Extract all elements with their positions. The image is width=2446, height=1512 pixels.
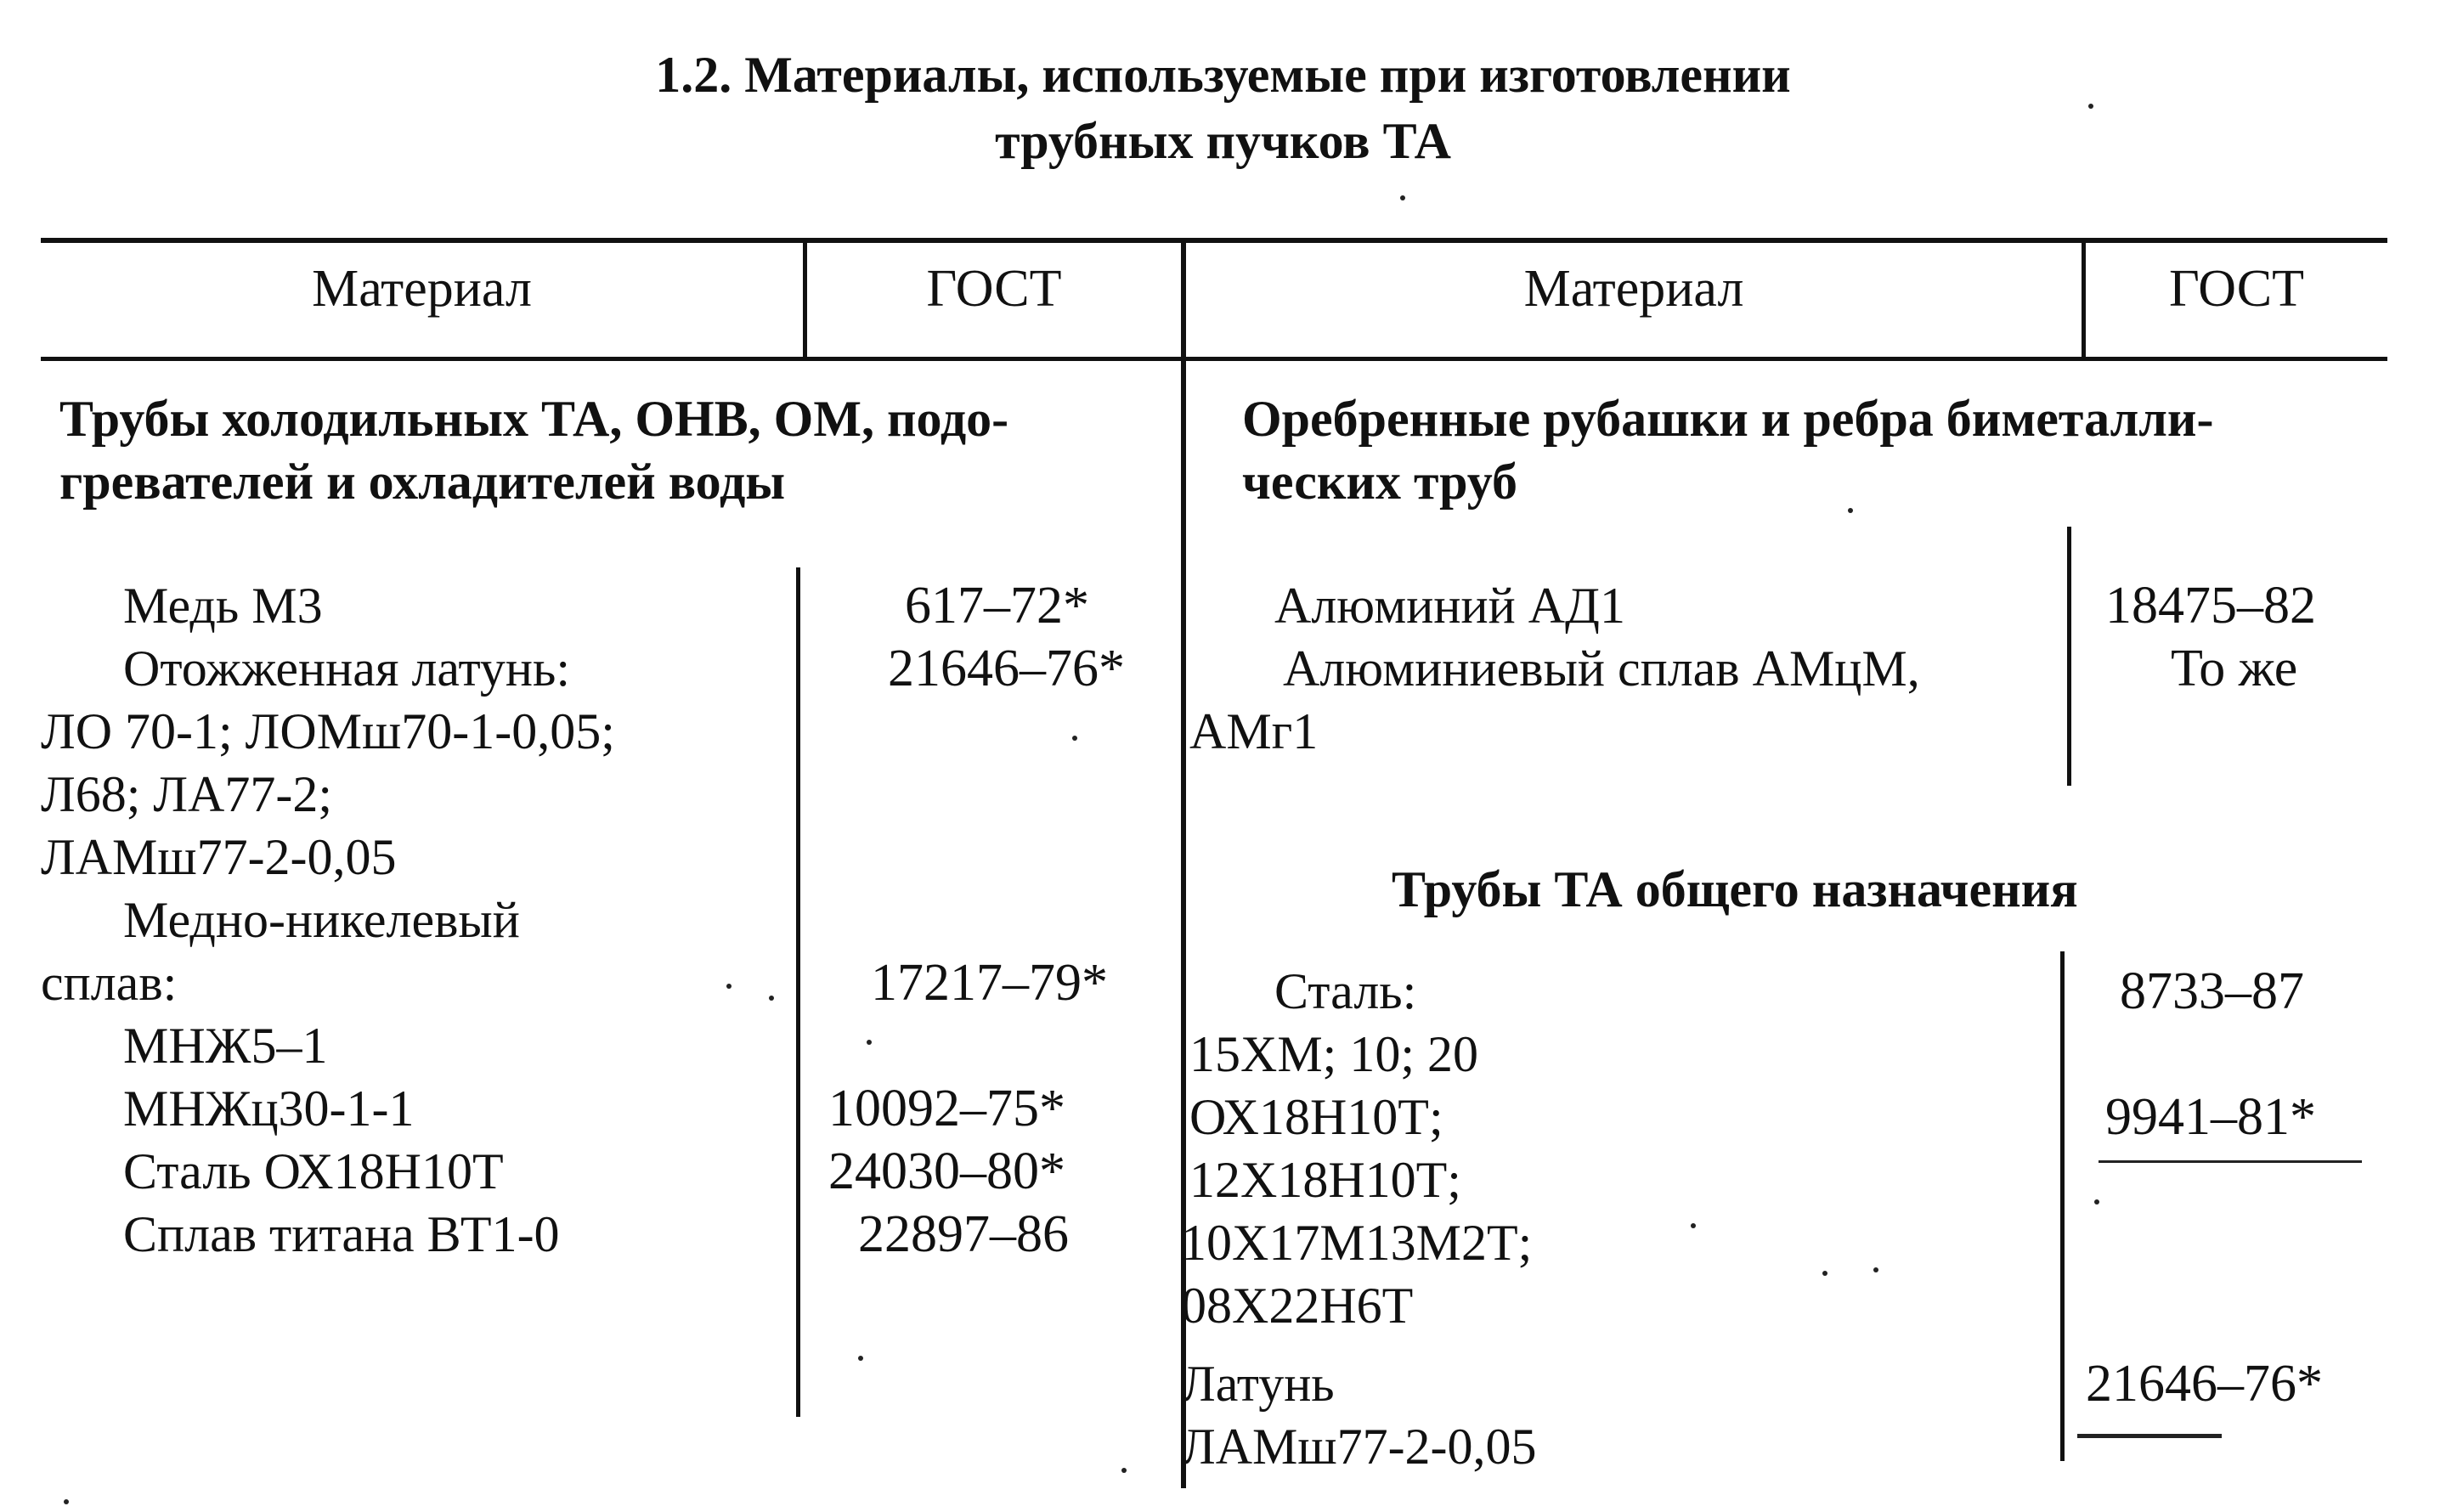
right-gost-row: 8733–87 xyxy=(2120,962,2304,1020)
right-material-row: ЛАМш77-2-0,05 xyxy=(1181,1419,1537,1475)
scan-speck xyxy=(1400,195,1405,200)
gost-underline xyxy=(2077,1434,2222,1438)
scan-speck xyxy=(64,1499,69,1504)
left-gost-row: 24030–80* xyxy=(828,1142,1065,1200)
scan-speck xyxy=(1822,1271,1827,1276)
right-section-heading-2: ческих труб xyxy=(1242,454,1517,510)
gost-underline xyxy=(2099,1160,2362,1163)
table-title-line-1: 1.2. Материалы, используемые при изготовлении xyxy=(655,47,1791,103)
right-material-row: 08Х22Н6Т xyxy=(1181,1278,1414,1334)
right-body-divider-upper xyxy=(2067,527,2071,786)
right-material-row: АМг1 xyxy=(1189,703,1319,759)
right-material-row: 15ХМ; 10; 20 xyxy=(1189,1026,1479,1082)
right-gost-row: 18475–82 xyxy=(2105,577,2316,635)
scan-speck xyxy=(769,996,774,1001)
left-material-row: МНЖц30-1-1 xyxy=(123,1080,415,1137)
right-material-row: Сталь: xyxy=(1274,963,1417,1019)
right-material-row: 10Х17М13М2Т; xyxy=(1181,1215,1533,1271)
scan-speck xyxy=(1691,1223,1696,1228)
left-material-row: Медь М3 xyxy=(123,578,323,634)
left-material-row: Л68; ЛА77-2; xyxy=(41,766,333,822)
left-section-heading-1: Трубы холодильных ТА, ОНВ, ОМ, подо- xyxy=(59,391,1009,447)
scan-speck xyxy=(858,1356,863,1361)
scan-speck xyxy=(1873,1267,1878,1272)
right-body-divider-lower xyxy=(2060,951,2065,1461)
right-gost-row: 21646–76* xyxy=(2086,1355,2323,1413)
left-gost-row: 22897–86 xyxy=(858,1205,1069,1263)
right-section-heading-1: Оребренные рубашки и ребра биметалли- xyxy=(1242,391,2214,447)
left-gost-row: 617–72* xyxy=(905,577,1089,635)
left-material-row: Сплав титана ВТ1-0 xyxy=(123,1206,560,1262)
header-gost-right: ГОСТ xyxy=(2168,260,2305,318)
left-material-row: ЛАМш77-2-0,05 xyxy=(41,829,397,885)
header-material-left: Материал xyxy=(312,260,532,318)
right-material-row: Алюминиевый сплав АМцМ, xyxy=(1283,640,1920,697)
header-material-right: Материал xyxy=(1523,260,1744,318)
header-gost-left: ГОСТ xyxy=(926,260,1062,318)
left-gost-row: 17217–79* xyxy=(871,954,1108,1012)
scan-speck xyxy=(867,1040,872,1045)
left-material-row: ЛО 70-1; ЛОМш70-1-0,05; xyxy=(41,703,615,759)
right-material-row: ОХ18Н10Т; xyxy=(1189,1089,1443,1145)
left-material-row: МНЖ5–1 xyxy=(123,1018,328,1074)
left-gost-row: 10092–75* xyxy=(828,1080,1065,1137)
right-material-row: 12Х18Н10Т; xyxy=(1189,1152,1461,1208)
right-material-row: Алюминий АД1 xyxy=(1274,578,1625,634)
left-material-row: Сталь ОХ18Н10Т xyxy=(123,1143,504,1199)
right-gost-row: То же xyxy=(2171,640,2298,697)
left-material-row: сплав: xyxy=(41,955,178,1011)
scan-speck xyxy=(1072,736,1077,741)
left-body-divider xyxy=(796,567,800,1417)
left-material-row: Отожженная латунь: xyxy=(123,640,571,697)
scan-speck xyxy=(2094,1199,2099,1205)
scan-speck xyxy=(726,984,732,989)
left-material-row: Медно-никелевый xyxy=(123,892,520,948)
table-header-rule xyxy=(41,357,2387,361)
left-section-heading-2: гревателей и охладителей воды xyxy=(59,454,786,510)
table-title-line-2: трубных пучков ТА xyxy=(995,113,1451,169)
scan-speck xyxy=(1848,508,1853,513)
right-gost-row: 9941–81* xyxy=(2105,1088,2316,1146)
right-material-row: Латунь xyxy=(1181,1356,1335,1412)
scan-speck xyxy=(2088,104,2093,109)
table-top-rule xyxy=(41,238,2387,243)
left-gost-row: 21646–76* xyxy=(888,640,1125,697)
right-section2-heading: Трубы ТА общего назначения xyxy=(1392,861,2078,917)
scan-speck xyxy=(1121,1468,1127,1473)
